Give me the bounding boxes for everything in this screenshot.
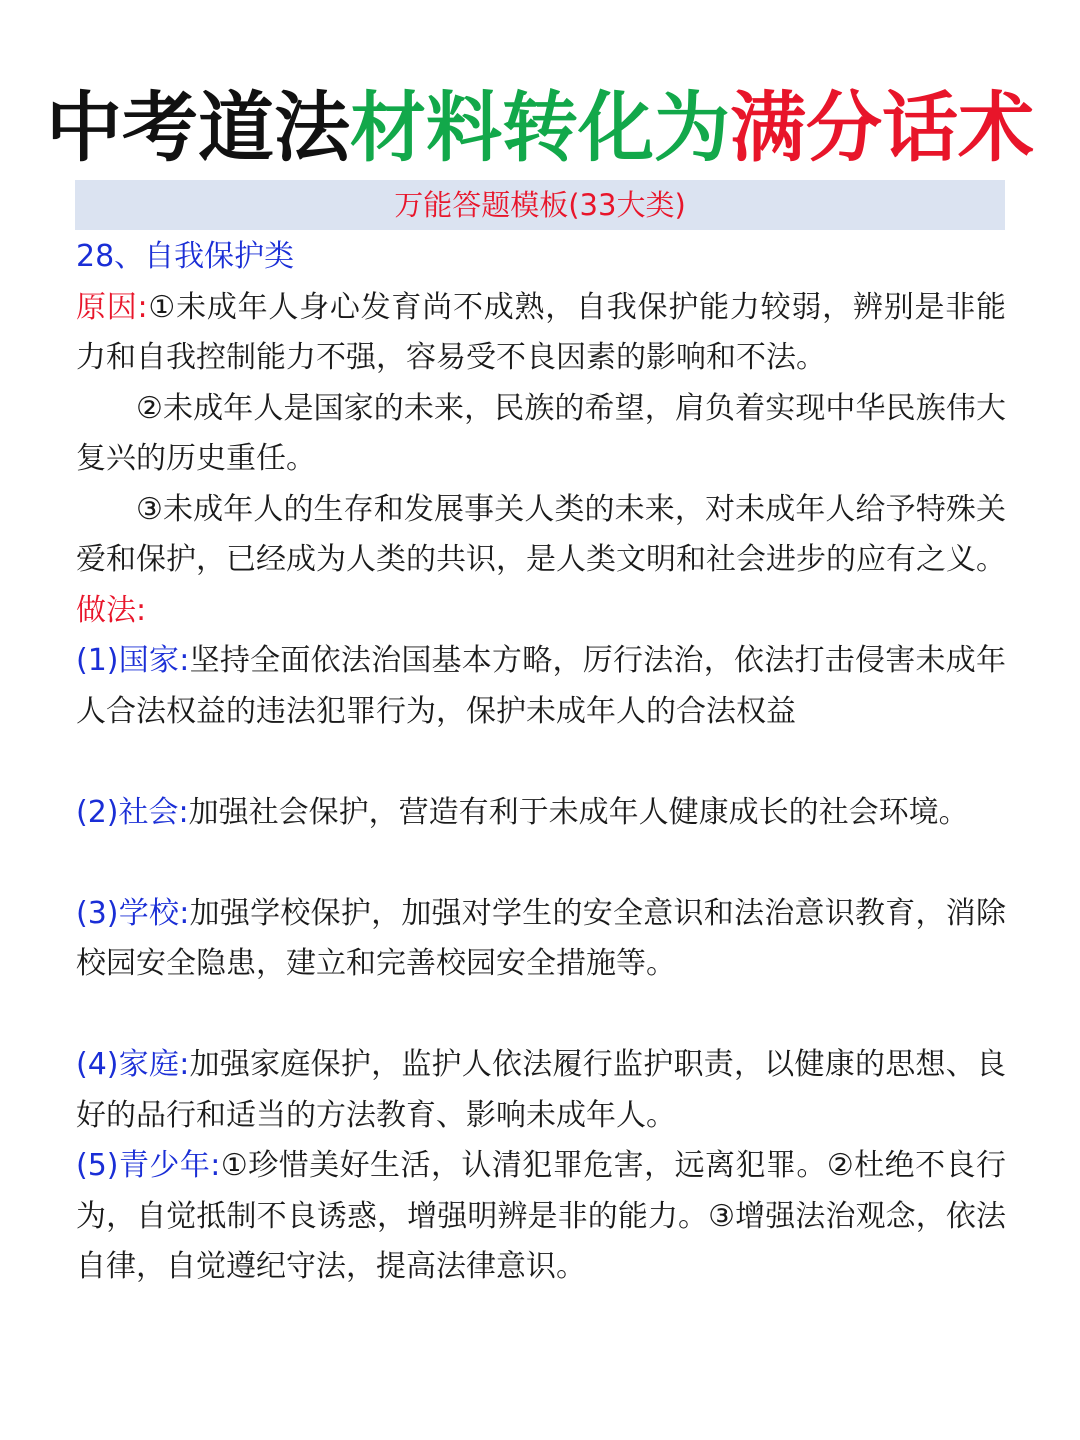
spacer: [76, 838, 1006, 889]
title-part-2: 材料转化为: [350, 83, 730, 172]
method-4-text: 加强家庭保护，监护人依法履行监护职责，以健康的思想、良好的品行和适当的方法教育、影响未成年人。: [76, 1047, 1006, 1133]
method-3-text: 加强学校保护，加强对学生的安全意识和法治意识教育，消除校园安全隐患，建立和完善校园安全措施等。: [76, 895, 1006, 981]
method-1-text: 坚持全面依法治国基本方略，厉行法治，依法打击侵害未成年人合法权益的违法犯罪行为，保护未成年人的合法权益: [76, 643, 1006, 729]
method-5: [76, 1141, 1006, 1293]
reason-3: ③未成年人的生存和发展事关人类的未来，对未成年人给予特殊关爱和保护，已经成为人类的共识，是人类文明和社会进步的应有之义。: [76, 491, 1006, 577]
spacer: [76, 990, 1006, 1041]
page-title: [0, 80, 1080, 176]
method-3-label: (3)学校:: [76, 895, 190, 931]
method-2-label: (2)社会:: [76, 794, 189, 830]
reason-label: 原因:: [76, 289, 148, 325]
method-3: [76, 889, 1006, 990]
title-part-3: 满分话术: [730, 83, 1034, 172]
method-4-label: (4)家庭:: [76, 1047, 190, 1082]
spacer: [76, 737, 1006, 788]
reason-2: ②未成年人是国家的未来，民族的希望，肩负着实现中华民族伟大复兴的历史重任。: [76, 390, 1006, 476]
method-1: [76, 636, 1006, 737]
method-4: [76, 1040, 1006, 1141]
method-label: 做法:: [76, 592, 147, 628]
method-5-text: ①珍惜美好生活，认清犯罪危害，远离犯罪。②杜绝不良行为，自觉抵制不良诱惑，增强明辨是非的能力。③增强法治观念，依法自律，自觉遵纪守法，提高法律意识。: [76, 1148, 1006, 1284]
reason-1: [76, 283, 1006, 384]
method-5-label: (5)青少年:: [76, 1148, 221, 1183]
subtitle-text: 万能答题模板(33大类): [394, 188, 686, 222]
subtitle-banner: [75, 180, 1005, 230]
method-1-label: (1)国家:: [76, 643, 190, 678]
method-2-text: 加强社会保护，营造有利于未成年人健康成长的社会环境。: [188, 794, 969, 830]
content-body: [76, 232, 1006, 1293]
reason-1-text: ①未成年人身心发育尚不成熟，自我保护能力较弱，辨别是非能力和自我控制能力不强，容易受不良因素的影响和不法。: [76, 289, 1006, 375]
section-title: 28、自我保护类: [76, 239, 295, 274]
title-part-1: 中考道法: [46, 83, 350, 172]
method-2: [76, 788, 1006, 839]
